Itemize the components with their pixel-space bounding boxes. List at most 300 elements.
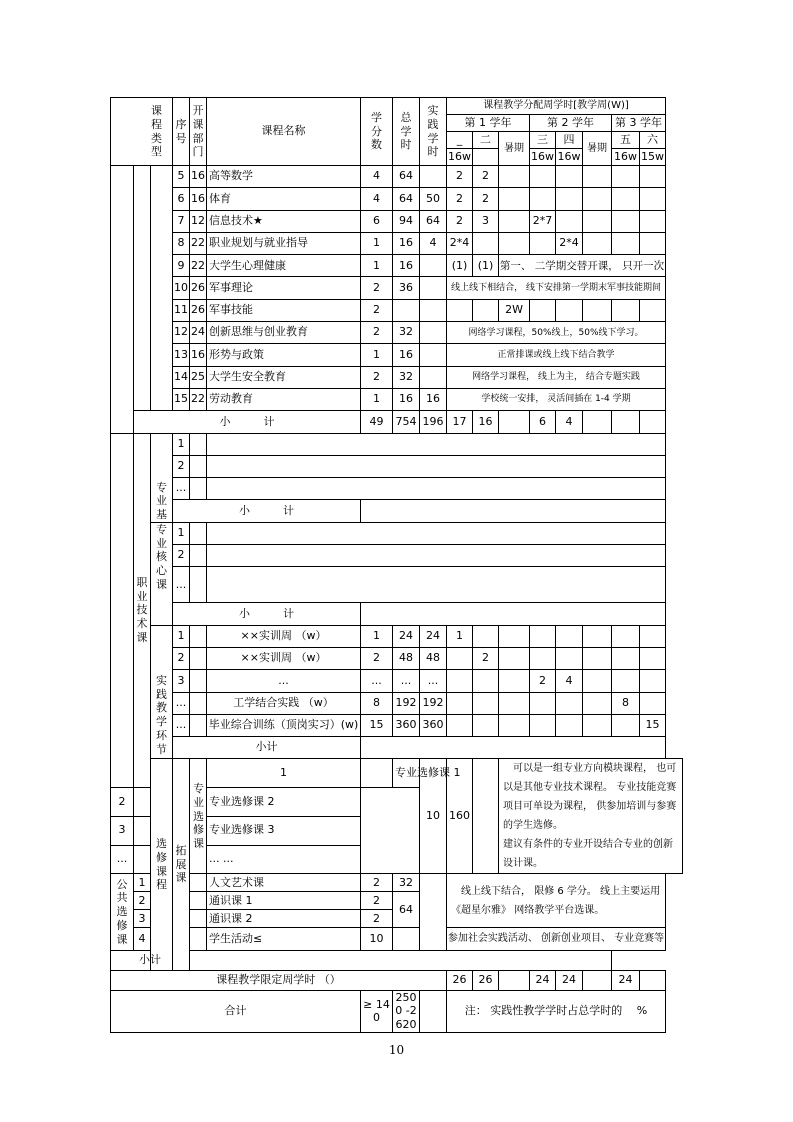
row-dept bbox=[190, 455, 207, 477]
cell-sem4 bbox=[556, 166, 583, 188]
row-hours bbox=[393, 299, 420, 321]
row-credits: 2 bbox=[361, 874, 393, 892]
limit-sem2: 26 bbox=[473, 970, 499, 990]
header-distribution: 课程教学分配周学时[教学周(W)] bbox=[447, 98, 666, 115]
cell-sem4 bbox=[556, 210, 583, 232]
row-seq: ... bbox=[173, 692, 190, 714]
row-hours: 48 bbox=[393, 647, 420, 669]
cell-sem1 bbox=[447, 714, 473, 736]
cell-summer2 bbox=[583, 299, 612, 321]
cell-sem3: 2*7 bbox=[530, 210, 556, 232]
header-year2: 第 2 学年 bbox=[530, 115, 612, 132]
limit-summer1 bbox=[499, 970, 530, 990]
total-credits: ≥ 140 bbox=[361, 990, 393, 1032]
row-credits: 2 bbox=[361, 322, 393, 344]
header-week2 bbox=[473, 149, 499, 166]
row-credits: 1 bbox=[361, 232, 393, 254]
row-dept bbox=[190, 625, 207, 647]
cell-summer2 bbox=[583, 714, 612, 736]
row-hours: 16 bbox=[393, 388, 420, 410]
row-seq: 6 bbox=[173, 188, 190, 210]
row-dept: 22 bbox=[190, 255, 207, 277]
empty-row bbox=[207, 478, 666, 500]
row-seq: 13 bbox=[173, 344, 190, 366]
header-credits: 学分数 bbox=[361, 98, 393, 166]
row-credits: 2 bbox=[361, 647, 393, 669]
row-credits: ... bbox=[361, 670, 393, 692]
limit-summer2 bbox=[583, 970, 612, 990]
cell-sem5 bbox=[612, 188, 640, 210]
subtotal-summer1 bbox=[499, 411, 530, 433]
row-seq: ... bbox=[173, 478, 190, 500]
row-credits: 2 bbox=[361, 277, 393, 299]
empty-row bbox=[207, 545, 666, 567]
cell-summer1 bbox=[499, 625, 530, 647]
cell-sem5 bbox=[612, 299, 640, 321]
major-hours: 160 bbox=[447, 759, 473, 874]
cell-sem4 bbox=[556, 714, 583, 736]
basic-course-label: 专业基 bbox=[151, 433, 173, 522]
activity-note: 参加社会实践活动、 创新创业项目、 专业竞赛等 bbox=[447, 928, 666, 950]
public-elective-note: 线上线下结合， 限修 6 学分。 线上主要运用《超星尔雅》 网络教学平台选课。 bbox=[447, 874, 666, 928]
cell-sem2 bbox=[473, 625, 499, 647]
cell-sem1: 2*4 bbox=[447, 232, 473, 254]
header-week1: 16w bbox=[447, 149, 473, 166]
row-hours: 94 bbox=[393, 210, 420, 232]
row-seq: 1 bbox=[173, 625, 190, 647]
row-dept bbox=[190, 874, 207, 892]
row-hours: 192 bbox=[393, 692, 420, 714]
cell-sem1: 2 bbox=[447, 210, 473, 232]
row-dept bbox=[190, 433, 207, 455]
subtotal-values bbox=[361, 603, 666, 625]
cell-sem3 bbox=[530, 299, 556, 321]
row-dept: 22 bbox=[190, 388, 207, 410]
core-course-label: 专业核心课 bbox=[151, 522, 173, 625]
row-seq: 14 bbox=[173, 366, 190, 388]
expand-course-label: 拓展课 bbox=[173, 759, 190, 970]
cell-sem4: 4 bbox=[556, 670, 583, 692]
major-practice bbox=[473, 759, 499, 874]
cell-sem4 bbox=[556, 625, 583, 647]
header-sem3: 三 bbox=[530, 132, 556, 149]
cell-summer2 bbox=[583, 232, 612, 254]
row-practice: 64 bbox=[420, 210, 447, 232]
cell-sem5 bbox=[612, 670, 640, 692]
cell-sem5: 8 bbox=[612, 692, 640, 714]
limit-label: 课程教学限定周学时 （） bbox=[111, 970, 447, 990]
row-credits: 1 bbox=[361, 625, 393, 647]
row-dept bbox=[190, 910, 207, 928]
header-year3: 第 3 学年 bbox=[612, 115, 666, 132]
cell-sem6 bbox=[640, 210, 666, 232]
header-summer1: 暑期 bbox=[499, 132, 530, 166]
cell-sem1 bbox=[447, 299, 473, 321]
header-week6: 15w bbox=[640, 149, 666, 166]
header-course-type: 课程类型 bbox=[111, 98, 173, 166]
public-elective-hours: 64 bbox=[393, 892, 420, 928]
subtotal-sem6 bbox=[640, 411, 666, 433]
row-dept bbox=[134, 788, 151, 817]
row-dept bbox=[190, 647, 207, 669]
cell-sem6 bbox=[640, 188, 666, 210]
cell-summer1 bbox=[499, 232, 530, 254]
subtotal-label: 小计 bbox=[173, 737, 361, 759]
header-week5: 16w bbox=[612, 149, 640, 166]
row-hours: 360 bbox=[393, 714, 420, 736]
row-seq: ... bbox=[173, 567, 190, 603]
header-year1: 第 1 学年 bbox=[447, 115, 530, 132]
cell-sem3 bbox=[530, 714, 556, 736]
cell-summer1 bbox=[499, 166, 530, 188]
empty-row bbox=[207, 455, 666, 477]
header-sem4: 四 bbox=[556, 132, 583, 149]
row-dept bbox=[190, 567, 207, 603]
course-name: 高等数学 bbox=[207, 166, 361, 188]
row-hours: 32 bbox=[393, 874, 420, 892]
cell-summer2 bbox=[583, 670, 612, 692]
subtotal-values bbox=[361, 737, 666, 759]
header-week4: 16w bbox=[556, 149, 583, 166]
cell-summer1: 2W bbox=[499, 299, 530, 321]
row-seq: 2 bbox=[134, 892, 151, 910]
cell-sem6 bbox=[640, 166, 666, 188]
row-hours: 64 bbox=[393, 188, 420, 210]
total-label: 合计 bbox=[111, 990, 361, 1032]
cell-sem5 bbox=[612, 210, 640, 232]
subtotal-label: 小计 bbox=[111, 950, 190, 970]
subtotal-sem2: 16 bbox=[473, 411, 499, 433]
schedule-note: 网络学习课程，50%线上，50%线下学习。 bbox=[447, 322, 666, 344]
row-seq: 2 bbox=[111, 788, 134, 817]
row-credits: 2 bbox=[361, 366, 393, 388]
course-name: 大学生心理健康 bbox=[207, 255, 361, 277]
row-hours: 64 bbox=[393, 166, 420, 188]
row-practice bbox=[420, 277, 447, 299]
row-seq: 1 bbox=[134, 874, 151, 892]
major-elective-note bbox=[499, 759, 683, 874]
row-practice bbox=[420, 322, 447, 344]
public-course-subgroup bbox=[134, 166, 151, 411]
cell-sem4 bbox=[556, 692, 583, 714]
header-sem2: 二 bbox=[473, 132, 499, 149]
cell-summer1 bbox=[499, 647, 530, 669]
course-name: 军事理论 bbox=[207, 277, 361, 299]
cell-sem1: 2 bbox=[447, 166, 473, 188]
total-note: 注： 实践性教学学时占总学时的 % bbox=[447, 990, 666, 1032]
row-hours: 16 bbox=[393, 344, 420, 366]
row-seq: 4 bbox=[134, 928, 151, 950]
cell-sem1: 1 bbox=[447, 625, 473, 647]
row-dept: 25 bbox=[190, 366, 207, 388]
row-seq: 3 bbox=[173, 670, 190, 692]
row-seq: ... bbox=[111, 845, 134, 874]
cell-sem3 bbox=[530, 647, 556, 669]
schedule-note: 第一、 二学期交替开课， 只开一次 bbox=[499, 255, 666, 277]
row-practice: 4 bbox=[420, 232, 447, 254]
row-dept bbox=[190, 714, 207, 736]
header-practice-hours: 实践学时 bbox=[420, 98, 447, 166]
subtotal-label: 小 计 bbox=[173, 603, 361, 625]
row-seq: 2 bbox=[173, 545, 190, 567]
vocational-outer bbox=[111, 433, 134, 788]
subtotal-values bbox=[190, 950, 612, 970]
cell-sem1: (1) bbox=[447, 255, 473, 277]
public-course-group bbox=[111, 166, 134, 434]
row-practice: 360 bbox=[420, 714, 447, 736]
course-name: 形势与政策 bbox=[207, 344, 361, 366]
row-seq: 1 bbox=[173, 522, 190, 544]
row-hours: 32 bbox=[393, 366, 420, 388]
row-credits: 6 bbox=[361, 210, 393, 232]
cell-summer2 bbox=[583, 625, 612, 647]
cell-sem2 bbox=[473, 714, 499, 736]
vocational-label: 职业技术课 bbox=[134, 433, 151, 788]
row-seq: 3 bbox=[111, 816, 134, 845]
subtotal-label: 小 计 bbox=[173, 500, 361, 522]
row-dept bbox=[190, 545, 207, 567]
course-name: 通识课 1 bbox=[207, 892, 361, 910]
cell-sem2 bbox=[473, 232, 499, 254]
cell-sem3 bbox=[530, 188, 556, 210]
course-name: ××实训周 （w） bbox=[207, 625, 361, 647]
empty-row bbox=[207, 522, 666, 544]
row-seq: ... bbox=[173, 714, 190, 736]
course-name: 劳动教育 bbox=[207, 388, 361, 410]
cell-sem2 bbox=[473, 299, 499, 321]
cell-sem6: 15 bbox=[640, 714, 666, 736]
cell-summer2 bbox=[583, 166, 612, 188]
cell-sem2: 2 bbox=[473, 166, 499, 188]
course-name: ××实训周 （w） bbox=[207, 647, 361, 669]
subtotal-label: 小 计 bbox=[134, 411, 361, 433]
cell-sem4 bbox=[556, 299, 583, 321]
row-seq: 5 bbox=[173, 166, 190, 188]
cell-sem5 bbox=[612, 647, 640, 669]
row-dept bbox=[134, 816, 151, 845]
row-hours bbox=[393, 928, 420, 950]
cell-summer2 bbox=[583, 692, 612, 714]
cell-sem2: 3 bbox=[473, 210, 499, 232]
cell-sem3 bbox=[530, 625, 556, 647]
row-credits: 2 bbox=[361, 892, 393, 910]
cell-sem6 bbox=[640, 670, 666, 692]
row-practice: 24 bbox=[420, 625, 447, 647]
row-practice: 48 bbox=[420, 647, 447, 669]
course-name: 职业规划与就业指导 bbox=[207, 232, 361, 254]
row-seq: 10 bbox=[173, 277, 190, 299]
subtotal-practice: 196 bbox=[420, 411, 447, 433]
course-name: 工学结合实践 （w） bbox=[207, 692, 361, 714]
cell-summer1 bbox=[499, 670, 530, 692]
header-summer2: 暑期 bbox=[583, 132, 612, 166]
header-sem5: 五 bbox=[612, 132, 640, 149]
cell-sem3 bbox=[530, 166, 556, 188]
row-practice bbox=[420, 366, 447, 388]
cell-sem5 bbox=[612, 232, 640, 254]
course-name: 专业选修课 1 bbox=[393, 759, 420, 788]
major-credits: 10 bbox=[420, 759, 447, 874]
major-elective-label: 专业选修课 bbox=[190, 759, 207, 874]
subtotal-sem1: 17 bbox=[447, 411, 473, 433]
course-name: 大学生安全教育 bbox=[207, 366, 361, 388]
row-seq: 11 bbox=[173, 299, 190, 321]
row-credits: 10 bbox=[361, 928, 393, 950]
total-practice bbox=[420, 990, 447, 1032]
row-seq: 2 bbox=[173, 647, 190, 669]
cell-sem4 bbox=[556, 188, 583, 210]
row-practice bbox=[420, 299, 447, 321]
row-hours: 24 bbox=[393, 625, 420, 647]
row-hours: 16 bbox=[393, 232, 420, 254]
row-credits: 2 bbox=[361, 910, 393, 928]
header-sem6: 六 bbox=[640, 132, 666, 149]
cell-sem1 bbox=[447, 647, 473, 669]
cell-sem6 bbox=[640, 625, 666, 647]
row-credits: 2 bbox=[361, 299, 393, 321]
row-credits: 15 bbox=[361, 714, 393, 736]
cell-sem1 bbox=[447, 692, 473, 714]
cell-sem2: 2 bbox=[473, 647, 499, 669]
empty-row bbox=[207, 433, 666, 455]
row-dept bbox=[190, 928, 207, 950]
subtotal-credits: 49 bbox=[361, 411, 393, 433]
header-course-name: 课程名称 bbox=[207, 98, 361, 166]
cell-sem2 bbox=[473, 692, 499, 714]
row-dept bbox=[190, 892, 207, 910]
course-name: 军事技能 bbox=[207, 299, 361, 321]
public-course-subgroup-inner bbox=[151, 166, 173, 411]
subtotal-sem4: 4 bbox=[556, 411, 583, 433]
cell-summer1 bbox=[499, 692, 530, 714]
row-dept: 16 bbox=[190, 344, 207, 366]
cell-sem3: 2 bbox=[530, 670, 556, 692]
page-number: 10 bbox=[388, 1043, 405, 1057]
header-seq: 序号 bbox=[173, 98, 190, 166]
course-name: 毕业综合训练（顶岗实习）(w) bbox=[207, 714, 361, 736]
cell-sem3 bbox=[530, 232, 556, 254]
row-dept bbox=[190, 670, 207, 692]
cell-sem4: 2*4 bbox=[556, 232, 583, 254]
course-name: 专业选修课 3 bbox=[207, 816, 361, 845]
course-name: 学生活动≤ bbox=[207, 928, 361, 950]
cell-summer1 bbox=[499, 210, 530, 232]
cell-sem2: 2 bbox=[473, 188, 499, 210]
row-hours: ... bbox=[393, 670, 420, 692]
row-dept bbox=[190, 478, 207, 500]
course-name: 信息技术★ bbox=[207, 210, 361, 232]
row-practice: 16 bbox=[420, 388, 447, 410]
cell-sem4 bbox=[556, 647, 583, 669]
row-credits: 1 bbox=[361, 344, 393, 366]
header-week3: 16w bbox=[530, 149, 556, 166]
row-practice bbox=[420, 344, 447, 366]
cell-sem6 bbox=[640, 647, 666, 669]
row-practice: 192 bbox=[420, 692, 447, 714]
row-seq: 1 bbox=[207, 759, 361, 788]
row-dept: 16 bbox=[190, 166, 207, 188]
row-dept bbox=[134, 845, 151, 874]
schedule-note: 线上线下相结合， 线下安排第一学期末军事技能期间 bbox=[447, 277, 666, 299]
row-seq: 1 bbox=[173, 433, 190, 455]
cell-sem6 bbox=[640, 299, 666, 321]
course-name: 体育 bbox=[207, 188, 361, 210]
cell-summer2 bbox=[583, 647, 612, 669]
row-practice: 50 bbox=[420, 188, 447, 210]
course-name: 专业选修课 2 bbox=[207, 788, 361, 817]
cell-sem6 bbox=[640, 232, 666, 254]
row-dept: 16 bbox=[190, 188, 207, 210]
row-credits: 1 bbox=[361, 388, 393, 410]
header-total-hours: 总学时 bbox=[393, 98, 420, 166]
row-dept: 12 bbox=[190, 210, 207, 232]
header-sem1: _ bbox=[447, 132, 473, 149]
row-dept: 24 bbox=[190, 322, 207, 344]
course-name: 通识课 2 bbox=[207, 910, 361, 928]
row-seq: 3 bbox=[134, 910, 151, 928]
cell-sem5 bbox=[612, 625, 640, 647]
cell-summer2 bbox=[583, 188, 612, 210]
cell-summer1 bbox=[499, 188, 530, 210]
row-practice: ... bbox=[420, 670, 447, 692]
subtotal-values bbox=[361, 500, 666, 522]
practice-course-label: 实践教学环节 bbox=[151, 625, 173, 759]
cell-sem6 bbox=[640, 692, 666, 714]
elective-label: 选修课程 bbox=[151, 759, 173, 970]
cell-sem2: (1) bbox=[473, 255, 499, 277]
subtotal-hours: 754 bbox=[393, 411, 420, 433]
limit-sem1: 26 bbox=[447, 970, 473, 990]
row-seq: 9 bbox=[173, 255, 190, 277]
row-credits: 4 bbox=[361, 166, 393, 188]
row-practice bbox=[420, 166, 447, 188]
row-seq: 15 bbox=[173, 388, 190, 410]
course-name: 人文艺术课 bbox=[207, 874, 361, 892]
row-seq: 12 bbox=[173, 322, 190, 344]
row-seq: 7 bbox=[173, 210, 190, 232]
course-name: 创新思维与创业教育 bbox=[207, 322, 361, 344]
limit-sem3: 24 bbox=[530, 970, 556, 990]
curriculum-table bbox=[110, 97, 683, 1033]
major-elective-note-2: 建议有条件的专业开设结合专业的创新设计课。 bbox=[503, 839, 674, 870]
course-name: ... ... bbox=[207, 845, 361, 874]
row-dept: 26 bbox=[190, 277, 207, 299]
row-hours: 32 bbox=[393, 322, 420, 344]
header-dept: 开课部门 bbox=[190, 98, 207, 166]
row-seq: 2 bbox=[173, 455, 190, 477]
row-practice bbox=[420, 255, 447, 277]
total-hours: 2500 -2620 bbox=[393, 990, 420, 1032]
public-elective-label: 公共选修课 bbox=[111, 874, 134, 950]
row-dept bbox=[190, 692, 207, 714]
cell-summer1 bbox=[499, 714, 530, 736]
schedule-note: 学校统一安排， 灵活间插在 1-4 学期 bbox=[447, 388, 666, 410]
subtotal-summer2 bbox=[583, 411, 612, 433]
empty-row bbox=[207, 567, 666, 603]
cell-sem3 bbox=[530, 692, 556, 714]
limit-sem5: 24 bbox=[612, 970, 640, 990]
row-credits: 8 bbox=[361, 692, 393, 714]
course-name: ... bbox=[207, 670, 361, 692]
row-seq: 8 bbox=[173, 232, 190, 254]
public-elective-practice bbox=[420, 874, 447, 950]
limit-sem4: 24 bbox=[556, 970, 583, 990]
row-dept: 22 bbox=[190, 232, 207, 254]
row-dept: 26 bbox=[190, 299, 207, 321]
row-credits: 4 bbox=[361, 188, 393, 210]
row-dept bbox=[190, 522, 207, 544]
row-hours: 36 bbox=[393, 277, 420, 299]
